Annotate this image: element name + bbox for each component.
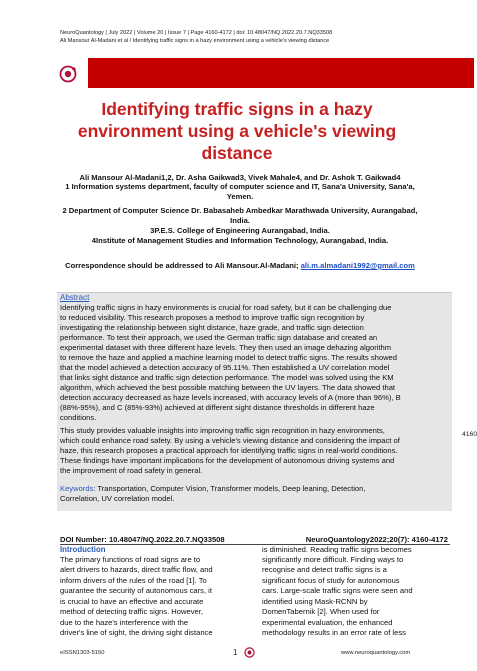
affiliation-2: 2 Department of Computer Science Dr. Babasaheb Ambedkar Marathwada University, Aurangabad, (62, 206, 418, 215)
author-list: Ali Mansour Al-Madani1,2, Dr. Asha Gaikwad3, Vivek Mahale4, and Dr. Ashok T. Gaikwad4 (79, 173, 401, 182)
footer-logo-icon (244, 647, 255, 658)
affiliation-3: 3P.E.S. College of Engineering Aurangabad, India. (150, 226, 330, 235)
abstract-line: These findings have important implications for the development of autonomous driving systems and (60, 456, 395, 465)
running-head-line1: NeuroQuantology | July 2022 | Volume 20 | Issue 7 | Page 4160-4172 | doi: 10.48047/NQ.2022.20.7.NQ33508 (60, 30, 333, 36)
abstract-line: experimental dataset with three different haze levels. They then used an image dehazing algorithm (60, 343, 392, 352)
intro-right-line: significant focus of study for autonomous (262, 576, 400, 585)
keywords-line1 (60, 484, 448, 494)
abstract-line: that links sight distance and traffic sign detection performance. The model was solved using the KM (60, 373, 394, 382)
abstract-line: (88%-95%), and C (85%-93%) achieved at different sight distance thresholds in different haze (60, 403, 375, 412)
abstract-line: This study provides valuable insights into improving traffic sign recognition in hazy environments, (60, 426, 385, 435)
affiliation-4: 4Institute of Management Studies and Information Technology, Aurangabad, India. (91, 236, 389, 245)
citation: NeuroQuantology2022;20(7): 4160-4172 (305, 535, 448, 544)
footer-website-link[interactable]: www.neuroquantology.com (341, 650, 411, 656)
footer-page-number: 1 (233, 648, 238, 657)
intro-left-line: alert drivers to hazards, direct traffic flow, and (60, 565, 213, 574)
intro-left-line: driver's line of sight, the driving sight distance (60, 628, 213, 637)
keywords-label: Keywords: (60, 484, 96, 493)
abstract-line: to remove the haze and applied a machine learning model to detect traffic signs. The results showed (60, 353, 397, 362)
intro-left-line: is crucial to have an effective and accurate (60, 597, 204, 606)
running-head-line2: Ali Mansour Al-Madani et al / Identifying traffic signs in a hazy environment using a vehicle's viewing distance (60, 38, 330, 44)
affiliation-1: 1 Information systems department, faculty of computer science and IT, Sana'a University, Sana'a, (65, 182, 415, 191)
abstract-line: that the model achieved a detection accuracy of 95.11%. Then established a UV correlation model (60, 363, 390, 372)
correspondence (60, 261, 420, 270)
doi-number: DOI Number: 10.48047/NQ.2022.20.7.NQ33508 (60, 535, 225, 544)
intro-left-line: inform drivers of the rules of the road [1]. To (60, 576, 207, 585)
doi-row (60, 535, 448, 544)
intro-left-line: method of detecting traffic signs. However, (60, 607, 203, 616)
correspondence-text: Correspondence should be addressed to Ali Mansour.Al-Madani; (65, 261, 299, 270)
abstract-line: which could enhance road safety. By using a vehicle's viewing distance and considering the impact of (60, 436, 400, 445)
introduction-heading: Introduction (60, 545, 106, 554)
intro-right-line: methodology results in an error rate of less (262, 628, 406, 637)
journal-logo-icon (59, 65, 77, 83)
paper-title-line2: environment using a vehicle's viewing (77, 121, 397, 141)
intro-right-line: cars. Large-scale traffic signs were seen and (262, 586, 413, 595)
intro-right-line: DomenTabernik [2]. When used for (262, 607, 380, 616)
intro-left-line: guarantee the security of autonomous cars, it (60, 586, 212, 595)
abstract-heading: Abstract (60, 293, 90, 302)
keywords-text: Transportation, Computer Vision, Transformer models, Deep leaning, Detection, (95, 484, 366, 493)
intro-right-line: recognise and detect traffic signs is a (262, 565, 387, 574)
abstract-line: performance. To test their approach, we used the German traffic sign database and created an (60, 333, 378, 342)
intro-left-line: due to the haze's interference with the (60, 618, 189, 627)
abstract-line: haze, this research proposes a practical approach for identifying traffic signs in real-world conditions. (60, 446, 398, 455)
affiliation-1-cont: Yemen. (226, 192, 254, 201)
abstract-line: investigating the relationship between sight distance, haze grade, and traffic sign detection (60, 323, 364, 332)
abstract-line: conditions. (60, 413, 97, 422)
intro-left-line: The primary functions of road signs are to (60, 555, 201, 564)
footer-issn: eISSN1303-5150 (60, 650, 105, 656)
intro-right-line: experimental evaluation, the enhanced (262, 618, 393, 627)
affiliation-2-cont: India. (230, 216, 250, 225)
abstract-line: the improvement of road safety in general. (60, 466, 203, 475)
intro-right-line: is diminished. Reading traffic signs becomes (262, 545, 412, 554)
running-head (60, 29, 332, 45)
side-page-number: 4160 (462, 431, 477, 438)
header-band (88, 58, 474, 88)
paper-title-line1: Identifying traffic signs in a hazy (101, 99, 373, 119)
abstract-line: algorithm, which achieved the best possible matching between the UV layers. The data showed that (60, 383, 396, 392)
correspondence-email-link[interactable]: ali.m.almadani1992@gmail.com (300, 261, 415, 270)
keywords-line2: Correlation, UV correlation model. (60, 494, 175, 503)
intro-right-line: identified using Mask-RCNN by (262, 597, 368, 606)
intro-right-line: significantly more difficult. Finding ways to (262, 555, 404, 564)
abstract-line: to reduced visibility. This research proposes a method to improve traffic sign recognition by (60, 313, 365, 322)
abstract-line: Identifying traffic signs in hazy environments is crucial for road safety, but it can be challenging due (60, 303, 392, 312)
abstract-line: detection accuracy decreased as haze levels increased, with accuracy levels of A (more than 96%), B (60, 393, 401, 402)
paper-title-line3: distance (201, 143, 273, 163)
